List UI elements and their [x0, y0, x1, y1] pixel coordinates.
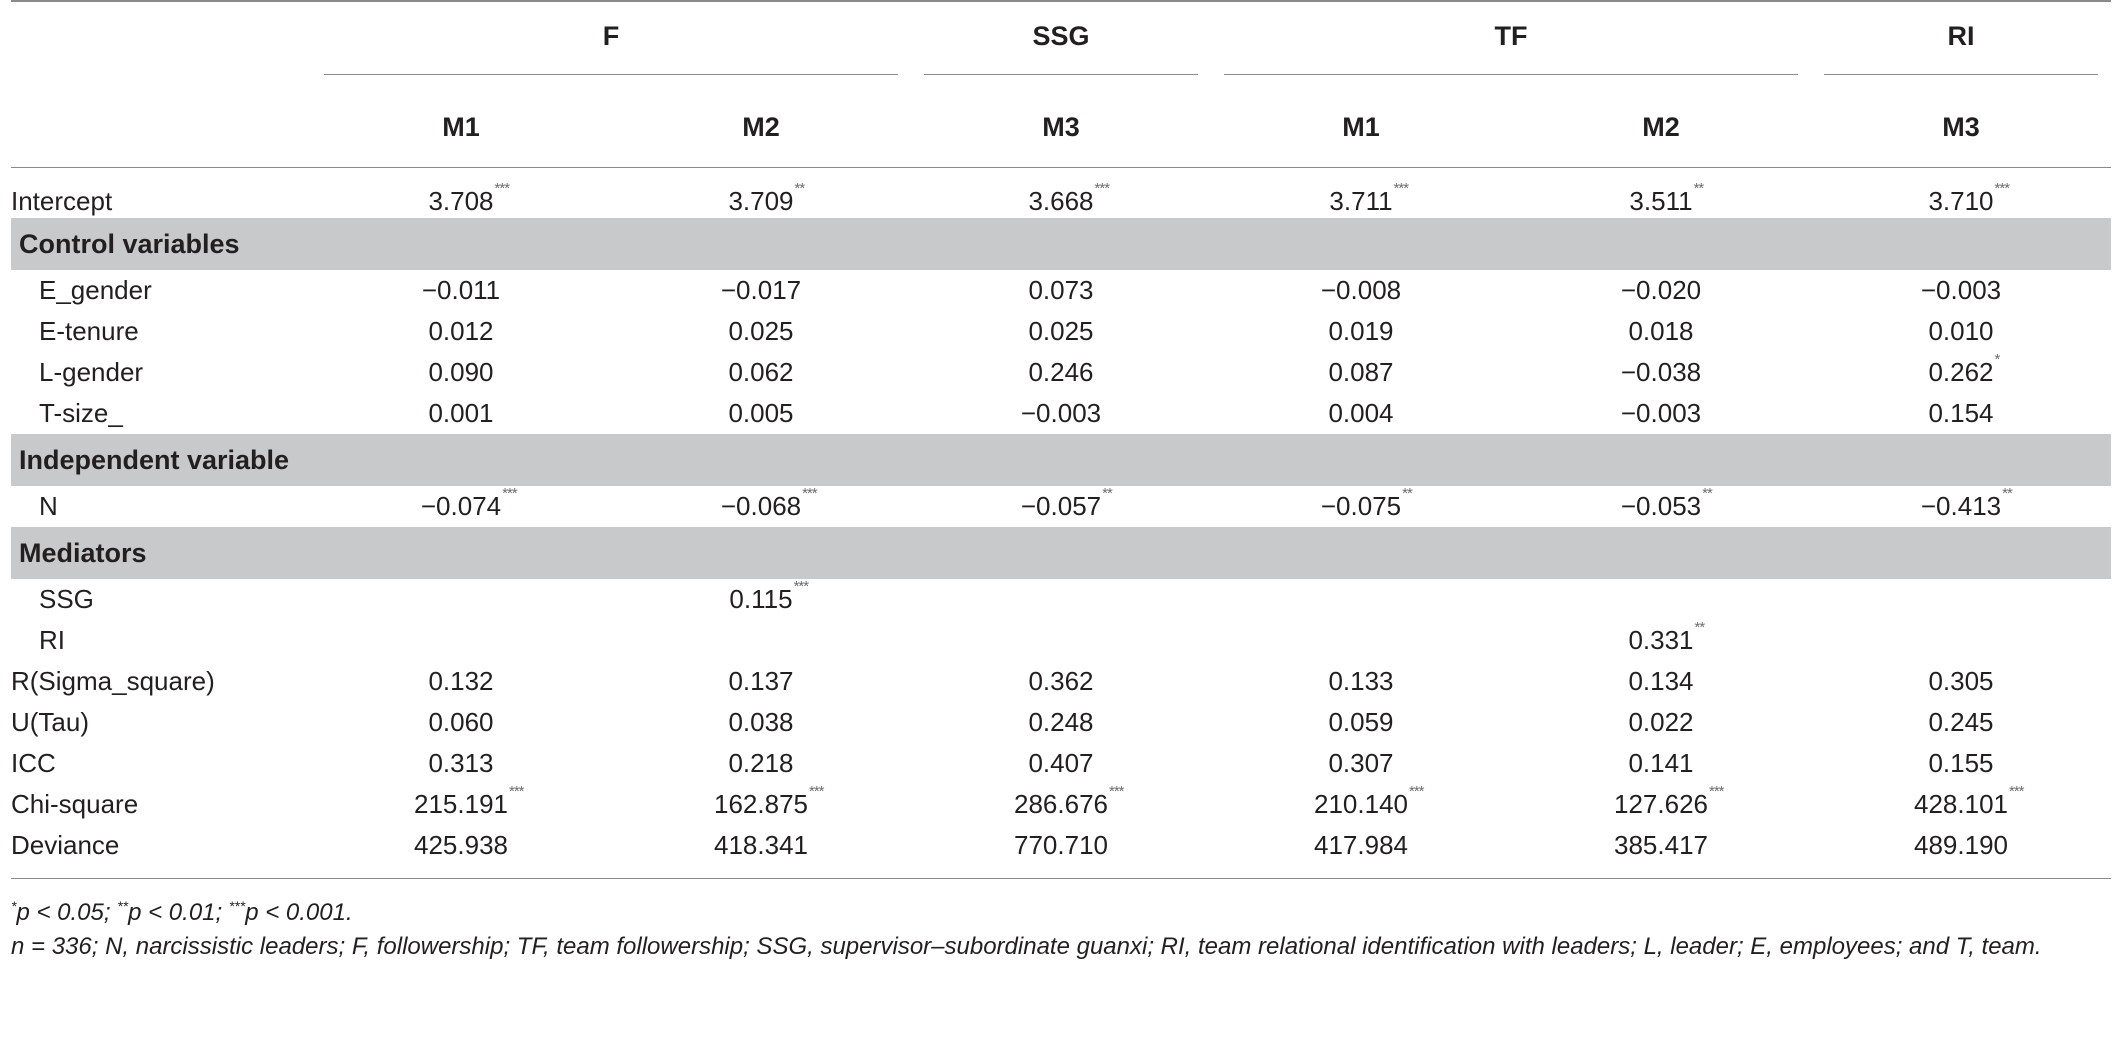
- cell-value: [428, 357, 493, 388]
- row-label: U(Tau): [11, 707, 90, 737]
- table-cell: [611, 825, 911, 866]
- table-cell: [311, 743, 611, 784]
- coefficient: 0.155: [1928, 748, 1994, 778]
- table-cell: [311, 702, 611, 743]
- cell-value: [1629, 180, 1704, 217]
- group-header-row: [11, 2, 2111, 87]
- table-cell: [1511, 784, 1811, 825]
- bottom-rule: [11, 866, 2111, 879]
- significance-stars: ***: [1108, 783, 1124, 800]
- table-row: [11, 352, 2111, 393]
- cell-value: [714, 830, 808, 861]
- table-cell: [611, 661, 911, 702]
- coefficient: −0.003: [1620, 398, 1702, 428]
- cell-value: [728, 180, 805, 217]
- section-header-row: [11, 527, 2111, 579]
- table-row: [11, 743, 2111, 784]
- cell-value: [414, 830, 508, 861]
- table-cell: [1511, 825, 1811, 866]
- coefficient: 417.984: [1314, 830, 1408, 860]
- significance-stars: ***: [1994, 180, 2010, 197]
- group-header-label: F: [324, 21, 898, 75]
- cell-value: [714, 783, 824, 820]
- section-header: Mediators: [11, 527, 2111, 579]
- group-header: [311, 2, 911, 87]
- cell-value: [1620, 485, 1712, 522]
- table-cell: [911, 825, 1211, 866]
- coefficient: −0.068: [720, 491, 802, 521]
- group-header-label: SSG: [924, 21, 1198, 75]
- cell-value: [728, 707, 793, 738]
- model-header: M3: [1811, 87, 2111, 168]
- row-label: T-size_: [39, 398, 123, 428]
- coefficient: 3.711: [1329, 186, 1393, 216]
- table-cell: [611, 743, 911, 784]
- coefficient: −0.053: [1620, 491, 1702, 521]
- table-cell: [1511, 743, 1811, 784]
- table-cell: [911, 661, 1211, 702]
- corner-cell: [11, 87, 311, 168]
- cell-value: [1028, 748, 1093, 779]
- table-row: [11, 393, 2111, 434]
- row-label: Intercept: [11, 186, 113, 216]
- cell-value: [721, 275, 801, 306]
- significance-stars: ***: [802, 485, 817, 502]
- cell-value: [1028, 180, 1110, 217]
- row-label: N: [39, 491, 58, 521]
- coefficient: 0.090: [428, 357, 494, 387]
- table-cell: [1811, 168, 2111, 219]
- coefficient: 428.101: [1914, 789, 2008, 819]
- table-cell: [311, 168, 611, 219]
- cell-value: [428, 707, 493, 738]
- cell-value: [1028, 275, 1093, 306]
- table-cell: [611, 311, 911, 352]
- regression-table: [11, 0, 2111, 879]
- group-header: [911, 2, 1211, 87]
- coefficient: 0.004: [1328, 398, 1394, 428]
- table-cell: [311, 825, 611, 866]
- table-cell: [911, 702, 1211, 743]
- cell-value: [1628, 707, 1693, 738]
- coefficient: −0.074: [420, 491, 502, 521]
- table-cell: [611, 784, 911, 825]
- cell-value: [1014, 783, 1124, 820]
- significance-mark: *: [11, 898, 17, 914]
- cell-value: [428, 748, 493, 779]
- coefficient: 0.307: [1328, 748, 1394, 778]
- row-label: E-tenure: [39, 316, 139, 346]
- cell-value: [1321, 275, 1401, 306]
- coefficient: 0.019: [1328, 316, 1394, 346]
- table-cell: [1211, 661, 1511, 702]
- cell-value: [1914, 783, 2024, 820]
- coefficient: −0.003: [1920, 275, 2002, 305]
- cell-value: [728, 398, 793, 429]
- significance-stars: **: [1702, 485, 1712, 502]
- coefficient: 0.012: [428, 316, 494, 346]
- significance-mark: ***: [228, 898, 246, 914]
- significance-stars: ***: [508, 783, 524, 800]
- cell-value: [1320, 485, 1412, 522]
- cell-value: [728, 748, 793, 779]
- coefficient: 0.407: [1028, 748, 1094, 778]
- significance-stars: ***: [1408, 783, 1424, 800]
- cell-value: [728, 316, 793, 347]
- table-cell: [611, 393, 911, 434]
- cell-value: [1928, 180, 2010, 217]
- table-container: [11, 0, 2123, 1038]
- coefficient: 0.331: [1628, 625, 1694, 655]
- cell-value: [1328, 707, 1393, 738]
- coefficient: 0.141: [1628, 748, 1694, 778]
- model-header: M3: [911, 87, 1211, 168]
- significance-stars: ***: [1708, 783, 1724, 800]
- row-label: RI: [39, 625, 65, 655]
- coefficient: −0.038: [1620, 357, 1702, 387]
- cell-value: [420, 485, 517, 522]
- table-cell: [1211, 168, 1511, 219]
- cell-value: [1628, 748, 1693, 779]
- cell-value: [1928, 707, 1993, 738]
- table-row: [11, 784, 2111, 825]
- table-row: [11, 486, 2111, 527]
- table-cell: [1811, 311, 2111, 352]
- cell-value: [1314, 830, 1408, 861]
- table-row: [11, 270, 2111, 311]
- table-cell: [311, 579, 611, 620]
- cell-value: [1621, 398, 1701, 429]
- significance-stars: **: [1102, 485, 1112, 502]
- table-cell: [611, 352, 911, 393]
- table-cell: [611, 486, 911, 527]
- cell-value: [1028, 357, 1093, 388]
- coefficient: 0.154: [1928, 398, 1994, 428]
- significance-stars: **: [794, 180, 805, 197]
- table-cell: [311, 620, 611, 661]
- table-cell: [911, 784, 1211, 825]
- coefficient: 162.875: [714, 789, 808, 819]
- section-header: Independent variable: [11, 434, 2111, 486]
- section-header: Control variables: [11, 218, 2111, 270]
- table-cell: [1511, 661, 1811, 702]
- coefficient: 0.062: [728, 357, 794, 387]
- significance-stars: *: [1994, 351, 2000, 368]
- coefficient: 425.938: [414, 830, 508, 860]
- table-cell: [1511, 579, 1811, 620]
- cell-value: [428, 666, 493, 697]
- table-cell: [911, 743, 1211, 784]
- model-header: M2: [611, 87, 911, 168]
- table-cell: [1811, 743, 2111, 784]
- table-cell: [911, 579, 1211, 620]
- coefficient: 0.245: [1928, 707, 1994, 737]
- coefficient: 0.248: [1028, 707, 1094, 737]
- coefficient: −0.075: [1320, 491, 1402, 521]
- table-row: [11, 620, 2111, 661]
- significance-stars: ***: [793, 578, 809, 595]
- table-cell: [1511, 620, 1811, 661]
- table-row: [11, 825, 2111, 866]
- table-cell: [611, 579, 911, 620]
- table-cell: [611, 702, 911, 743]
- table-cell: [911, 168, 1211, 219]
- table-cell: [1511, 702, 1811, 743]
- cell-value: [1621, 357, 1701, 388]
- table-cell: [311, 661, 611, 702]
- cell-value: [1021, 398, 1101, 429]
- table-cell: [1511, 168, 1811, 219]
- table-cell: [311, 393, 611, 434]
- table-cell: [1211, 393, 1511, 434]
- model-header: M1: [311, 87, 611, 168]
- cell-value: [1028, 707, 1093, 738]
- significance-stars: ***: [2008, 783, 2024, 800]
- cell-value: [1328, 316, 1393, 347]
- row-label: Chi-square: [11, 789, 139, 819]
- significance-text: p < 0.01;: [128, 899, 229, 926]
- coefficient: 0.137: [728, 666, 794, 696]
- coefficient: −0.020: [1620, 275, 1702, 305]
- corner-cell: [11, 2, 311, 87]
- cell-value: [1628, 619, 1705, 656]
- row-label: Deviance: [11, 830, 120, 860]
- table-cell: [1211, 352, 1511, 393]
- table-cell: [1211, 486, 1511, 527]
- coefficient: 0.087: [1328, 357, 1394, 387]
- table-notes: [11, 889, 2111, 964]
- table-cell: [311, 270, 611, 311]
- coefficient: 0.362: [1028, 666, 1094, 696]
- coefficient: 3.709: [728, 186, 794, 216]
- model-header: M1: [1211, 87, 1511, 168]
- table-cell: [1811, 352, 2111, 393]
- cell-value: [428, 180, 510, 217]
- table-cell: [1811, 393, 2111, 434]
- coefficient: 0.025: [728, 316, 794, 346]
- coefficient: 385.417: [1614, 830, 1708, 860]
- model-header: M2: [1511, 87, 1811, 168]
- cell-value: [1928, 748, 1993, 779]
- cell-value: [728, 357, 793, 388]
- table-cell: [1511, 393, 1811, 434]
- coefficient: 418.341: [714, 830, 808, 860]
- table-cell: [311, 784, 611, 825]
- coefficient: 770.710: [1014, 830, 1108, 860]
- coefficient: −0.017: [720, 275, 802, 305]
- coefficient: 0.218: [728, 748, 794, 778]
- table-cell: [311, 352, 611, 393]
- row-label: ICC: [11, 748, 56, 778]
- row-label: SSG: [39, 584, 94, 614]
- cell-value: [1328, 748, 1393, 779]
- model-header-row: [11, 87, 2111, 168]
- significance-stars: **: [2002, 485, 2012, 502]
- coefficient: 0.133: [1328, 666, 1394, 696]
- section-header-row: [11, 218, 2111, 270]
- cell-value: [1928, 398, 1993, 429]
- table-cell: [1511, 311, 1811, 352]
- significance-stars: **: [1694, 619, 1705, 636]
- coefficient: 0.059: [1328, 707, 1394, 737]
- cell-value: [1614, 830, 1708, 861]
- coefficient: 3.511: [1629, 186, 1693, 216]
- significance-mark: **: [117, 898, 129, 914]
- table-cell: [1211, 743, 1511, 784]
- table-cell: [1211, 620, 1511, 661]
- cell-value: [422, 275, 500, 306]
- cell-value: [428, 398, 493, 429]
- table-cell: [1211, 825, 1511, 866]
- table-cell: [1211, 270, 1511, 311]
- abbreviation-note: n = 336; N, narcissistic leaders; F, followership; TF, team followership; SSG, supervisor–subordinate guanxi; RI, team relational identification with leaders; L, leader; E, employees; and T, team.: [11, 933, 2042, 960]
- cell-value: [729, 578, 809, 615]
- table-cell: [611, 620, 911, 661]
- significance-text: p < 0.001.: [245, 899, 353, 926]
- coefficient: −0.003: [1020, 398, 1102, 428]
- table-cell: [611, 168, 911, 219]
- table-row: [11, 168, 2111, 219]
- cell-value: [728, 666, 793, 697]
- coefficient: 0.246: [1028, 357, 1094, 387]
- coefficient: 0.018: [1628, 316, 1694, 346]
- significance-stars: **: [1402, 485, 1412, 502]
- coefficient: 0.073: [1028, 275, 1094, 305]
- table-cell: [1511, 270, 1811, 311]
- coefficient: 0.060: [428, 707, 494, 737]
- cell-value: [1614, 783, 1724, 820]
- coefficient: 210.140: [1314, 789, 1408, 819]
- table-cell: [1811, 661, 2111, 702]
- coefficient: −0.413: [1920, 491, 2002, 521]
- cell-value: [1928, 351, 2000, 388]
- coefficient: 3.708: [428, 186, 494, 216]
- coefficient: 0.010: [1928, 316, 1994, 346]
- cell-value: [428, 316, 493, 347]
- coefficient: 127.626: [1614, 789, 1708, 819]
- cell-value: [1920, 485, 2012, 522]
- cell-value: [1314, 783, 1424, 820]
- coefficient: 215.191: [414, 789, 508, 819]
- table-cell: [1811, 784, 2111, 825]
- cell-value: [1020, 485, 1112, 522]
- table-cell: [1811, 486, 2111, 527]
- table-cell: [311, 486, 611, 527]
- coefficient: −0.057: [1020, 491, 1102, 521]
- table-cell: [911, 270, 1211, 311]
- coefficient: 0.115: [729, 584, 793, 614]
- significance-text: p < 0.05;: [16, 899, 118, 926]
- table-row: [11, 661, 2111, 702]
- cell-value: [1328, 398, 1393, 429]
- cell-value: [414, 783, 524, 820]
- table-cell: [1811, 620, 2111, 661]
- table-cell: [911, 352, 1211, 393]
- cell-value: [1621, 275, 1701, 306]
- coefficient: 3.668: [1028, 186, 1094, 216]
- table-cell: [1811, 270, 2111, 311]
- significance-stars: **: [1693, 180, 1704, 197]
- table-row: [11, 579, 2111, 620]
- group-header: [1811, 2, 2111, 87]
- cell-value: [1329, 180, 1409, 217]
- cell-value: [1628, 316, 1693, 347]
- table-cell: [611, 270, 911, 311]
- coefficient: 0.262: [1928, 357, 1994, 387]
- table-cell: [1211, 702, 1511, 743]
- table-cell: [1211, 579, 1511, 620]
- significance-note: [11, 889, 2111, 930]
- cell-value: [1914, 830, 2008, 861]
- table-row: [11, 311, 2111, 352]
- coefficient: 0.132: [428, 666, 494, 696]
- cell-value: [1028, 316, 1093, 347]
- coefficient: 0.022: [1628, 707, 1694, 737]
- table-cell: [311, 311, 611, 352]
- table-cell: [1811, 825, 2111, 866]
- significance-stars: ***: [1393, 180, 1409, 197]
- significance-stars: ***: [502, 485, 517, 502]
- row-label: R(Sigma_square): [11, 666, 215, 696]
- table-cell: [1811, 579, 2111, 620]
- table-cell: [911, 311, 1211, 352]
- cell-value: [1628, 666, 1693, 697]
- row-label: E_gender: [39, 275, 152, 305]
- coefficient: 286.676: [1014, 789, 1108, 819]
- table-cell: [911, 393, 1211, 434]
- coefficient: 0.305: [1928, 666, 1994, 696]
- table-row: [11, 702, 2111, 743]
- group-header: [1211, 2, 1811, 87]
- group-header-label: RI: [1824, 21, 2098, 75]
- coefficient: 0.038: [728, 707, 794, 737]
- cell-value: [1028, 666, 1093, 697]
- significance-stars: ***: [808, 783, 824, 800]
- coefficient: 0.025: [1028, 316, 1094, 346]
- coefficient: 0.001: [428, 398, 494, 428]
- coefficient: 0.134: [1628, 666, 1694, 696]
- cell-value: [1921, 275, 2001, 306]
- cell-value: [1928, 666, 1993, 697]
- group-header-label: TF: [1224, 21, 1798, 75]
- table-cell: [911, 486, 1211, 527]
- cell-value: [720, 485, 817, 522]
- row-label: L-gender: [39, 357, 144, 387]
- coefficient: 0.313: [428, 748, 494, 778]
- cell-value: [1014, 830, 1108, 861]
- section-header-row: [11, 434, 2111, 486]
- coefficient: −0.008: [1320, 275, 1402, 305]
- cell-value: [1328, 357, 1393, 388]
- coefficient: 489.190: [1914, 830, 2008, 860]
- coefficient: −0.011: [421, 275, 501, 305]
- significance-stars: ***: [1094, 180, 1110, 197]
- table-cell: [1811, 702, 2111, 743]
- coefficient: 3.710: [1928, 186, 1994, 216]
- significance-stars: ***: [494, 180, 510, 197]
- cell-value: [1328, 666, 1393, 697]
- cell-value: [1928, 316, 1993, 347]
- table-cell: [1211, 784, 1511, 825]
- table-cell: [1211, 311, 1511, 352]
- table-cell: [1511, 352, 1811, 393]
- table-cell: [911, 620, 1211, 661]
- table-cell: [1511, 486, 1811, 527]
- coefficient: 0.005: [728, 398, 794, 428]
